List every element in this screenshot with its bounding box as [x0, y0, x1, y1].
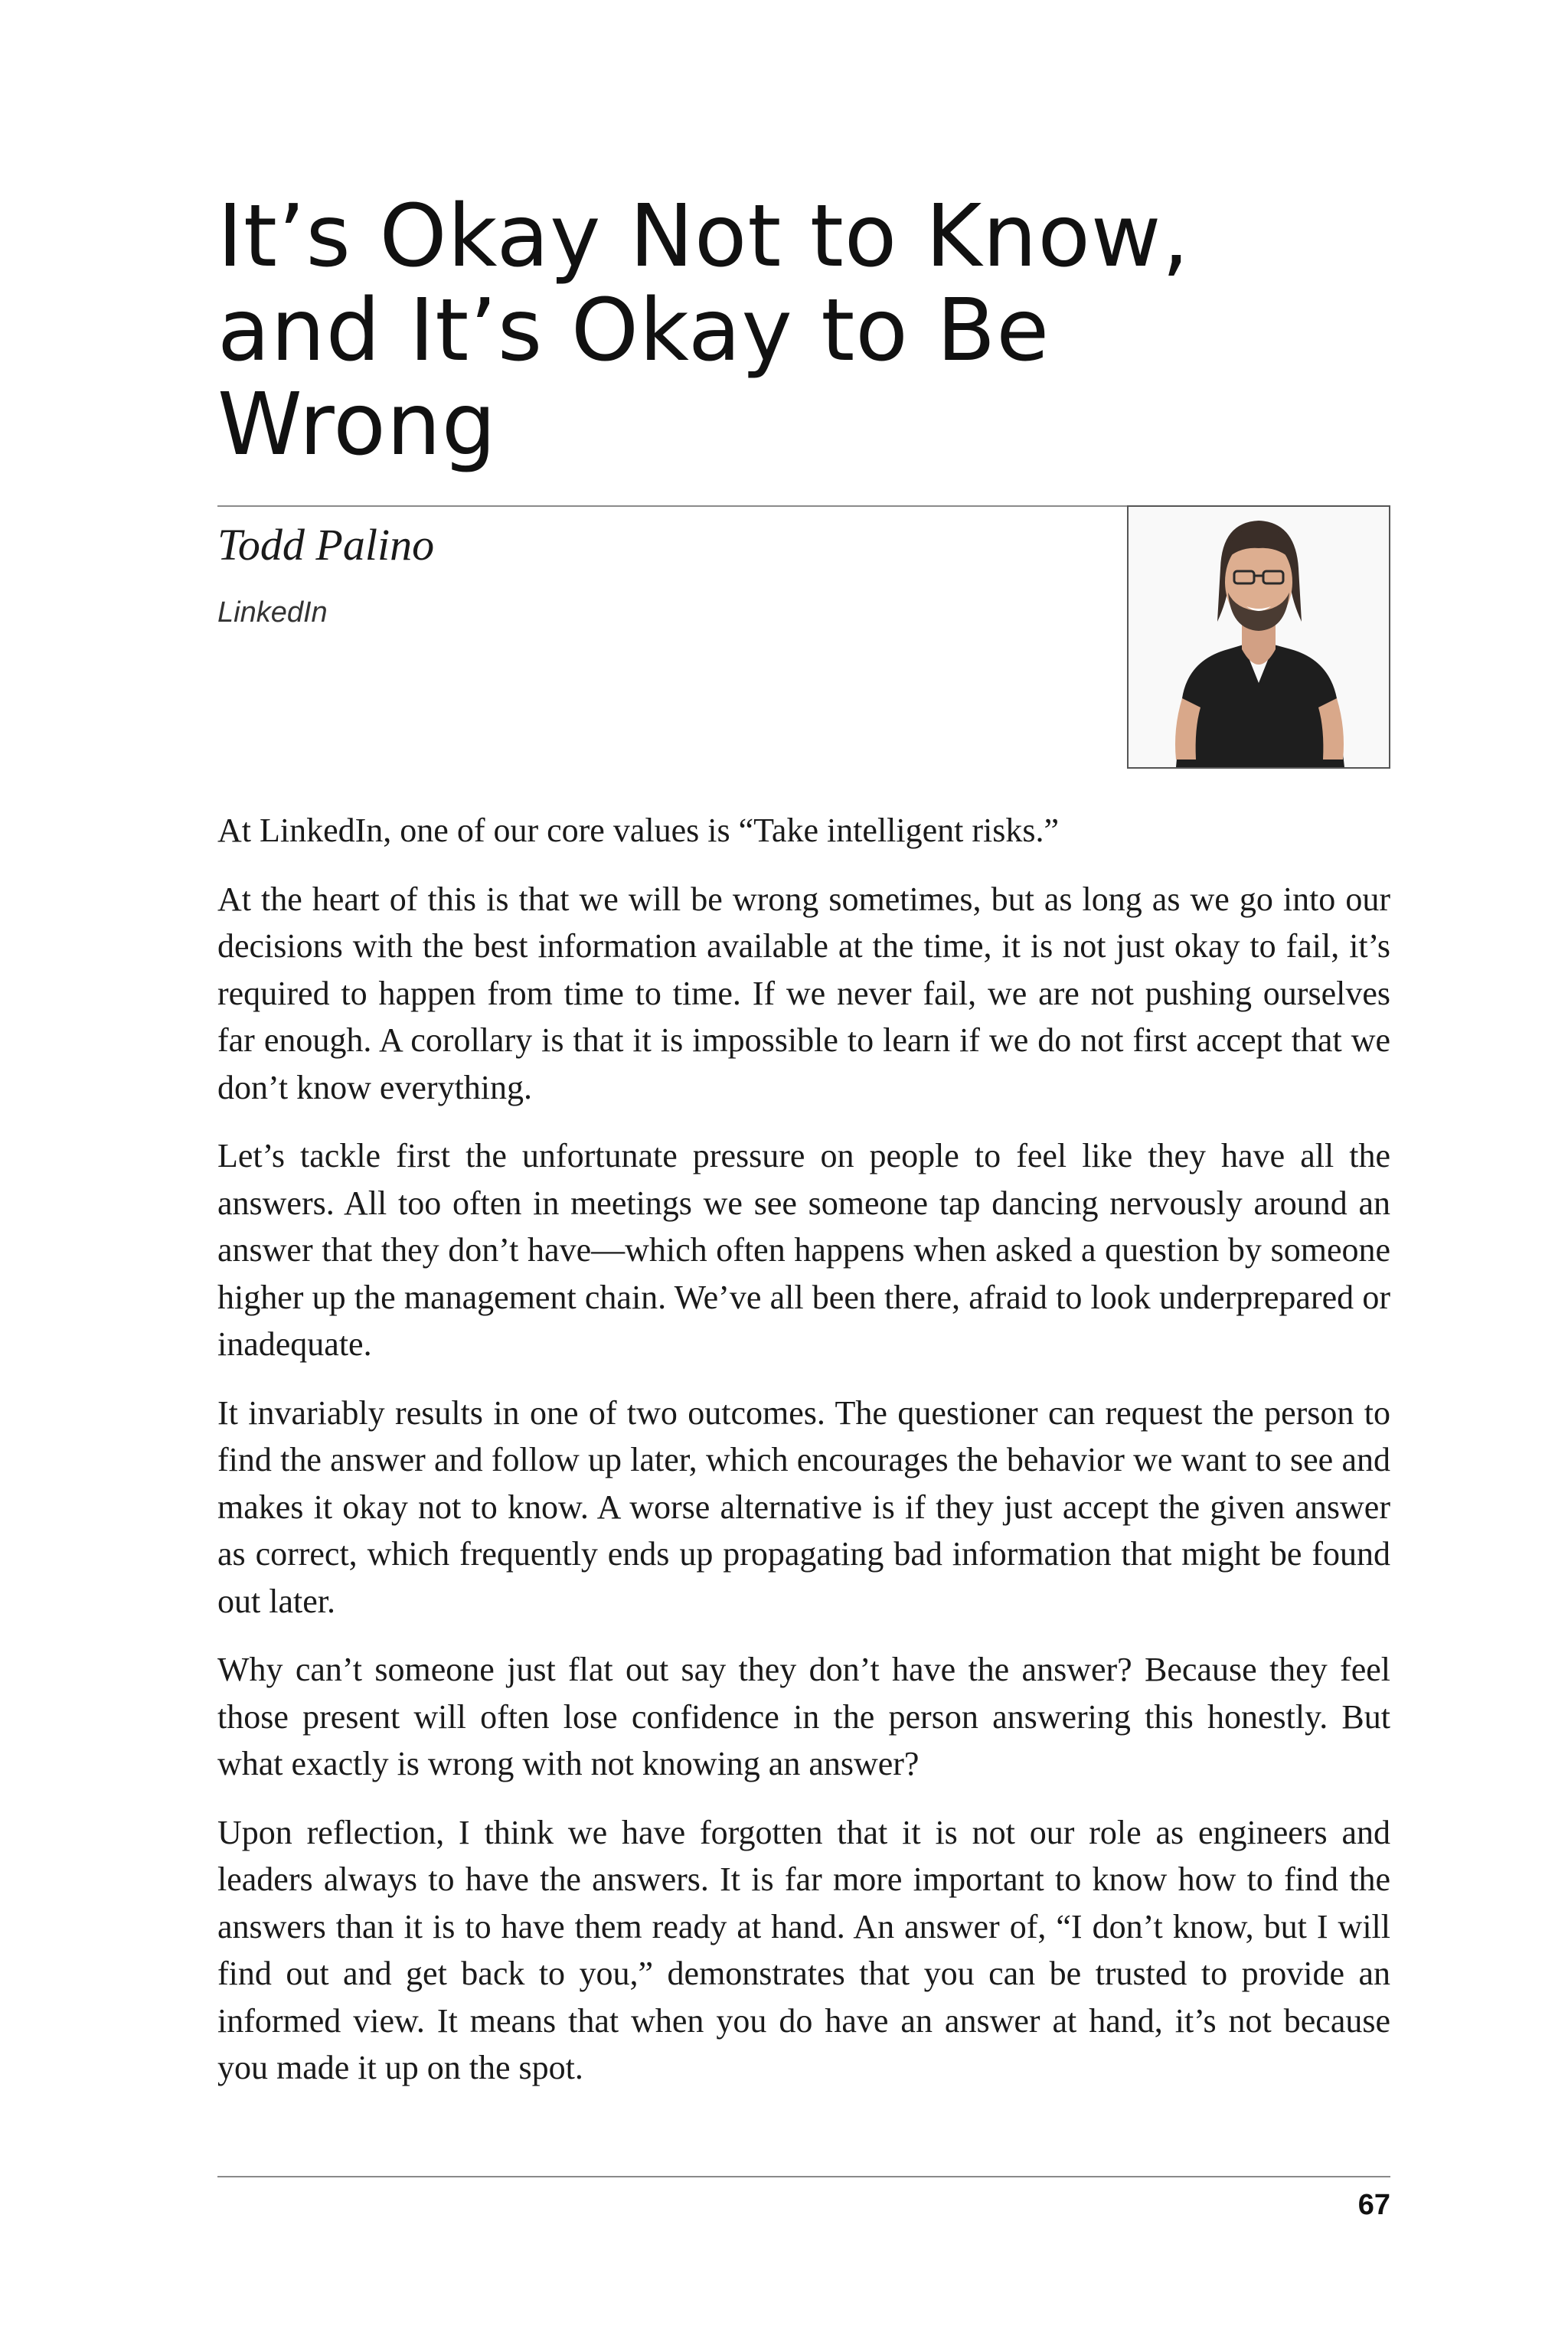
body-paragraph: At LinkedIn, one of our core values is “Take intelligent risks.”: [217, 812, 1060, 849]
chapter-title-line: It’s Okay Not to Know,: [217, 187, 1191, 286]
article-body: [217, 807, 1390, 2113]
body-paragraph: Why can’t someone just flat out say they don’t have the answer? Because they feel those present will often lose confidence in the person answering this honestly. But what exactly is wrong with not knowing an answer?: [217, 1651, 1390, 1782]
body-paragraph: Let’s tackle first the unfortunate pressure on people to feel like they have all the answers. All too often in meetings we see someone tap dancing nervously around an answer that they don’t have—which often happens when asked a question by someone higher up the management chain. We’ve all been there, afraid to look underprepared or inadequate.: [217, 1137, 1390, 1363]
book-page: [217, 0, 1390, 2352]
author-name: Todd Palino: [217, 520, 435, 570]
author-photo: [1127, 505, 1390, 769]
body-paragraph: It invariably results in one of two outcomes. The questioner can request the person to find the answer and follow up later, which encourages the behavior we want to see and makes it okay not to know. A worse alternative is if they just accept the given answer as correct, which frequently ends up propagating bad information that might be found out later.: [217, 1393, 1390, 1620]
chapter-title: [217, 187, 1390, 475]
body-paragraph: Upon reflection, I think we have forgotten that it is not our role as engineers and leaders always to have the answers. It is far more important to know how to find the answers than it is to have them ready at hand. An answer of, “I don’t know, but I will find out and get back to you,” demonstrates that you can be trusted to provide an informed view. It means that when you do have an answer at hand, it’s not because you made it up on the spot.: [217, 1813, 1390, 2086]
footer-divider: [217, 2176, 1390, 2177]
chapter-title-line: Wrong: [217, 375, 497, 475]
page-number: 67: [1357, 2189, 1390, 2221]
body-paragraph: At the heart of this is that we will be wrong sometimes, but as long as we go into our decisions with the best information available at the time, it is not just okay to fail, it’s required to happen from time to time. If we never fail, we are not pushing ourselves far enough. A corollary is that it is impossible to learn if we do not first accept that we don’t know everything.: [217, 880, 1390, 1106]
author-affiliation: LinkedIn: [217, 596, 328, 629]
author-portrait-image: [1129, 507, 1389, 767]
chapter-title-line: and It’s Okay to Be: [217, 281, 1050, 381]
